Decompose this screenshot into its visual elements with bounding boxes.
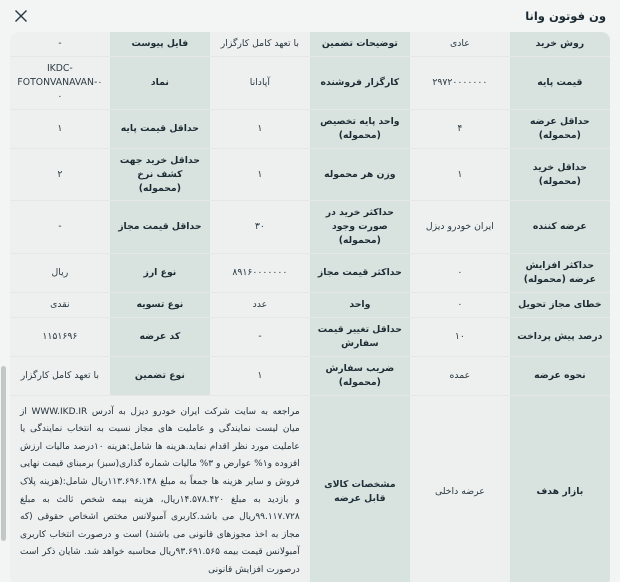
spec-label: واحد پایه تخصیص (محموله) <box>310 110 410 149</box>
spec-value: عادی <box>410 32 510 57</box>
spec-value: ۳۰ <box>210 201 310 254</box>
spec-value: ۰ <box>410 254 510 293</box>
spec-label: ضریب سفارش (محموله) <box>310 357 410 396</box>
spec-value: ایران خودرو دیزل <box>410 201 510 254</box>
table-row <box>10 254 610 293</box>
spec-label: خطای مجاز تحویل <box>510 293 610 318</box>
target-market-value: عرضه داخلی <box>410 396 510 582</box>
spec-value: - <box>10 201 110 254</box>
close-icon[interactable] <box>10 5 32 27</box>
spec-value: ۱۰ <box>410 318 510 357</box>
modal-header <box>0 0 620 32</box>
spec-label: حداقل قیمت مجاز <box>110 201 210 254</box>
spec-label: حداقل عرضه (محموله) <box>510 110 610 149</box>
spec-label: کد عرضه <box>110 318 210 357</box>
spec-label: قیمت پایه <box>510 57 610 110</box>
scrollbar-track[interactable] <box>1 36 6 576</box>
spec-label: وزن هر محموله <box>310 149 410 202</box>
spec-label: کارگزار فروشنده <box>310 57 410 110</box>
spec-value: IKDC-FOTONVANAVAN-۰۰ <box>10 57 110 110</box>
spec-label: حداقل تغییر قیمت سفارش <box>310 318 410 357</box>
spec-value: عمده <box>410 357 510 396</box>
spec-value: ۱ <box>210 110 310 149</box>
spec-label: روش خرید <box>510 32 610 57</box>
spec-value: با تعهد کامل کارگزار <box>10 357 110 396</box>
spec-label: نوع تضمین <box>110 357 210 396</box>
spec-value: - <box>210 318 310 357</box>
target-market-label: بازار هدف <box>510 396 610 582</box>
spec-value: ۱ <box>210 149 310 202</box>
page-title: ون فوتون وانا <box>525 9 606 23</box>
table-row-note <box>10 396 610 582</box>
spec-value: - <box>10 32 110 57</box>
spec-label: نحوه عرضه <box>510 357 610 396</box>
spec-label: حداقل خرید جهت کشف نرخ (محموله) <box>110 149 210 202</box>
spec-value: با تعهد کامل کارگزار <box>210 32 310 57</box>
spec-label: توضیحات تضمین <box>310 32 410 57</box>
specification-table <box>10 32 610 582</box>
table-row <box>10 149 610 202</box>
spec-label: حداقل قیمت پایه <box>110 110 210 149</box>
spec-label: حداکثر قیمت مجاز <box>310 254 410 293</box>
table-row <box>10 32 610 57</box>
spec-label: حداکثر خرید در صورت وجود (محموله) <box>310 201 410 254</box>
close-glyph <box>13 8 29 24</box>
spec-value: ریال <box>10 254 110 293</box>
spec-value: ۴ <box>410 110 510 149</box>
spec-value: ۱ <box>210 357 310 396</box>
goods-specification-label: مشخصات کالای قابل عرضه <box>310 396 410 582</box>
spec-value: عدد <box>210 293 310 318</box>
specification-table-body <box>10 32 610 582</box>
spec-value: ۰ <box>410 293 510 318</box>
scrollbar-thumb[interactable] <box>1 366 6 541</box>
spec-label: حداقل خرید (محموله) <box>510 149 610 202</box>
modal-body <box>0 32 620 582</box>
spec-value: ۱ <box>10 110 110 149</box>
table-row <box>10 357 610 396</box>
spec-label: نوع تسویه <box>110 293 210 318</box>
spec-label: واحد <box>310 293 410 318</box>
spec-label: نوع ارز <box>110 254 210 293</box>
spec-value: آپادانا <box>210 57 310 110</box>
table-row <box>10 318 610 357</box>
spec-label: عرضه کننده <box>510 201 610 254</box>
spec-value: نقدی <box>10 293 110 318</box>
spec-label: فایل پیوست <box>110 32 210 57</box>
goods-specification-text: مراجعه به سایت شرکت ایران خودرو دیزل به آدرس WWW.IKD.IR از میان لیست نمایندگی و عاملیت های مجاز نسبت به انتخاب نمایندگی یا عاملیت مورد نظر اقدام نماید.هزینه ها شامل:هزینه ۱۰درصد مالیات ارزش افزوده و۱% عوارض و ۳% مالیات شماره گذاری(سبز) برمبنای قیمت نهایی فروش و سایر هزینه ها جمعاً به مبلغ ۱۱۳.۶۹۶.۱۴۸ریال شامل:(هزینه پلاک و بازدید به مبلغ ۱۴.۵۷۸.۴۲۰ریال، هزینه بیمه شخص ثالث به مبلغ ۹۹.۱۱۷.۷۲۸ریال می باشد.کاربری آمبولانس مختص اشخاص حقوقی (که مجاز به اخذ مجوزهای قانونی می باشند) است و درصورت انتخاب کاربری آمبولانس قیمت بیمه ۹۳.۶۹۱.۵۶۵ریال محاسبه خواهد شد. شایان ذکر است درصورت افزایش قانونی <box>10 396 310 582</box>
table-row <box>10 110 610 149</box>
spec-value: ۱۱۵۱۶۹۶ <box>10 318 110 357</box>
spec-label: حداکثر افزایش عرضه (محموله) <box>510 254 610 293</box>
table-row <box>10 57 610 110</box>
spec-value: ۸۹۱۶۰۰۰۰۰۰۰ <box>210 254 310 293</box>
spec-value: ۱ <box>410 149 510 202</box>
table-row <box>10 293 610 318</box>
table-row <box>10 201 610 254</box>
spec-label: نماد <box>110 57 210 110</box>
spec-label: درصد پیش پرداخت <box>510 318 610 357</box>
spec-value: ۲۹۷۲۰۰۰۰۰۰۰ <box>410 57 510 110</box>
spec-value: ۲ <box>10 149 110 202</box>
